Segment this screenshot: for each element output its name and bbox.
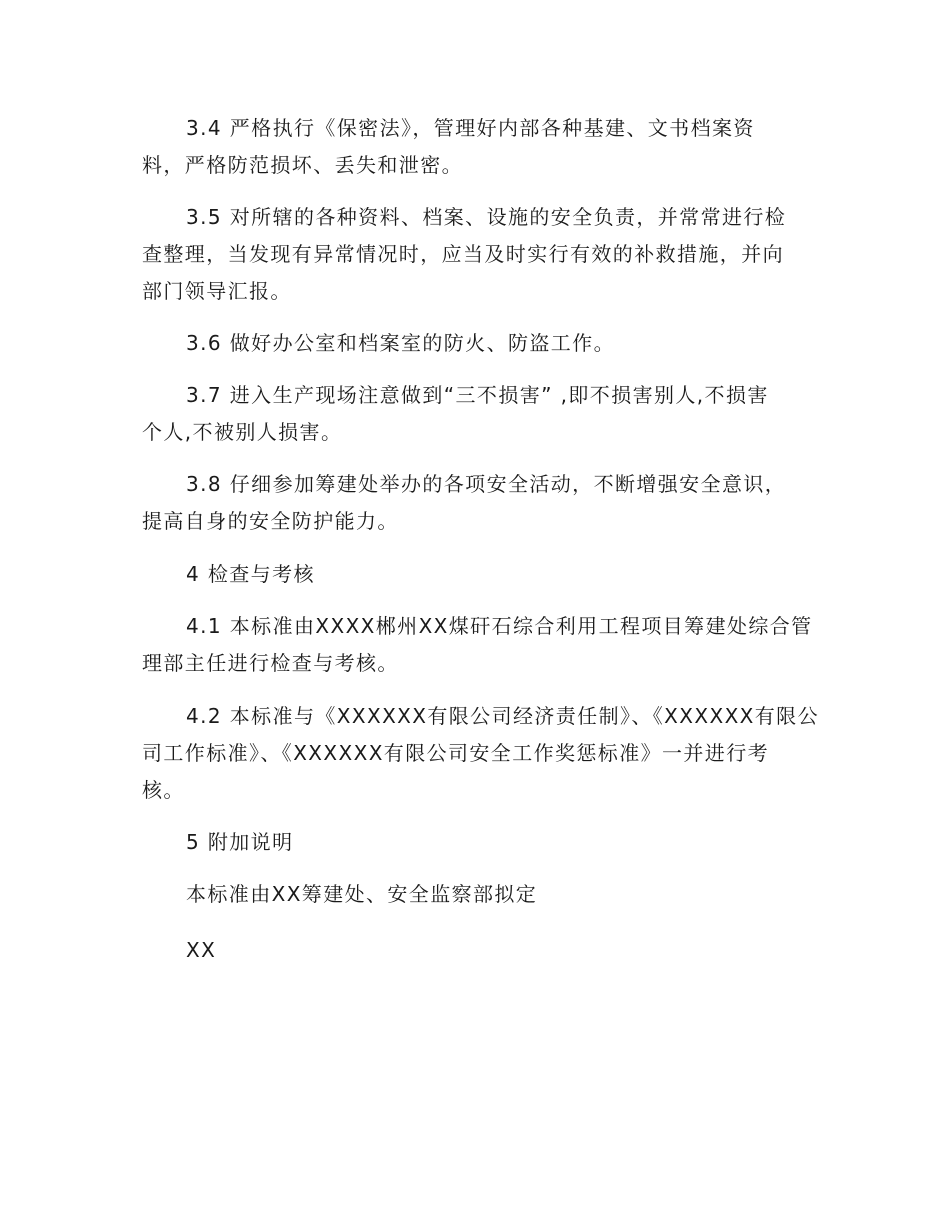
paragraph-3-4 [142, 110, 822, 184]
paragraph-line: 理部主任进行检查与考核。 [142, 651, 399, 675]
paragraph-line: 部门领导汇报。 [142, 279, 292, 303]
paragraph-line: 提高自身的安全防护能力。 [142, 509, 399, 533]
paragraph-line: 3.7 进入生产现场注意做到“三不损害” ,即不损害别人,不损害 [186, 383, 769, 407]
drafting-note [142, 876, 822, 913]
paragraph-3-8 [142, 466, 822, 540]
paragraph-line: 3.8 仔细参加筹建处举办的各项安全活动，不断增强安全意识， [186, 472, 787, 496]
section-heading: 5 附加说明 [186, 830, 294, 854]
paragraph-line: 3.5 对所辖的各种资料、档案、设施的安全负责，并常常进行检 [186, 205, 787, 229]
paragraph-3-7 [142, 377, 822, 451]
paragraph-line: 本标准由XX筹建处、安全监察部拟定 [186, 882, 538, 906]
section-heading: 4 检查与考核 [186, 562, 315, 586]
signature [142, 932, 822, 969]
paragraph-line: 3.4 严格执行《保密法》，管理好内部各种基建、文书档案资 [186, 116, 755, 140]
signature-text: XX [186, 938, 217, 962]
paragraph-line: 个人,不被别人损害。 [142, 420, 343, 444]
paragraph-4-1 [142, 608, 822, 682]
section-heading-5 [142, 824, 822, 861]
paragraph-line: 司工作标准》、《XXXXXX有限公司安全工作奖惩标准》一并进行考 [142, 741, 770, 765]
section-heading-4 [142, 556, 822, 593]
paragraph-3-6 [142, 325, 822, 362]
paragraph-4-2 [142, 698, 822, 809]
paragraph-3-5 [142, 199, 822, 310]
paragraph-line: 核。 [142, 778, 185, 802]
paragraph-line: 3.6 做好办公室和档案室的防火、防盗工作。 [186, 331, 615, 355]
paragraph-line: 查整理，当发现有异常情况时，应当及时实行有效的补救措施，并向 [142, 242, 784, 266]
paragraph-line: 4.2 本标准与《XXXXXX有限公司经济责任制》、《XXXXXX有限公 [186, 704, 819, 728]
paragraph-line: 4.1 本标准由XXXX郴州XX煤矸石综合利用工程项目筹建处综合管 [186, 614, 813, 638]
paragraph-line: 料，严格防范损坏、丢失和泄密。 [142, 153, 463, 177]
